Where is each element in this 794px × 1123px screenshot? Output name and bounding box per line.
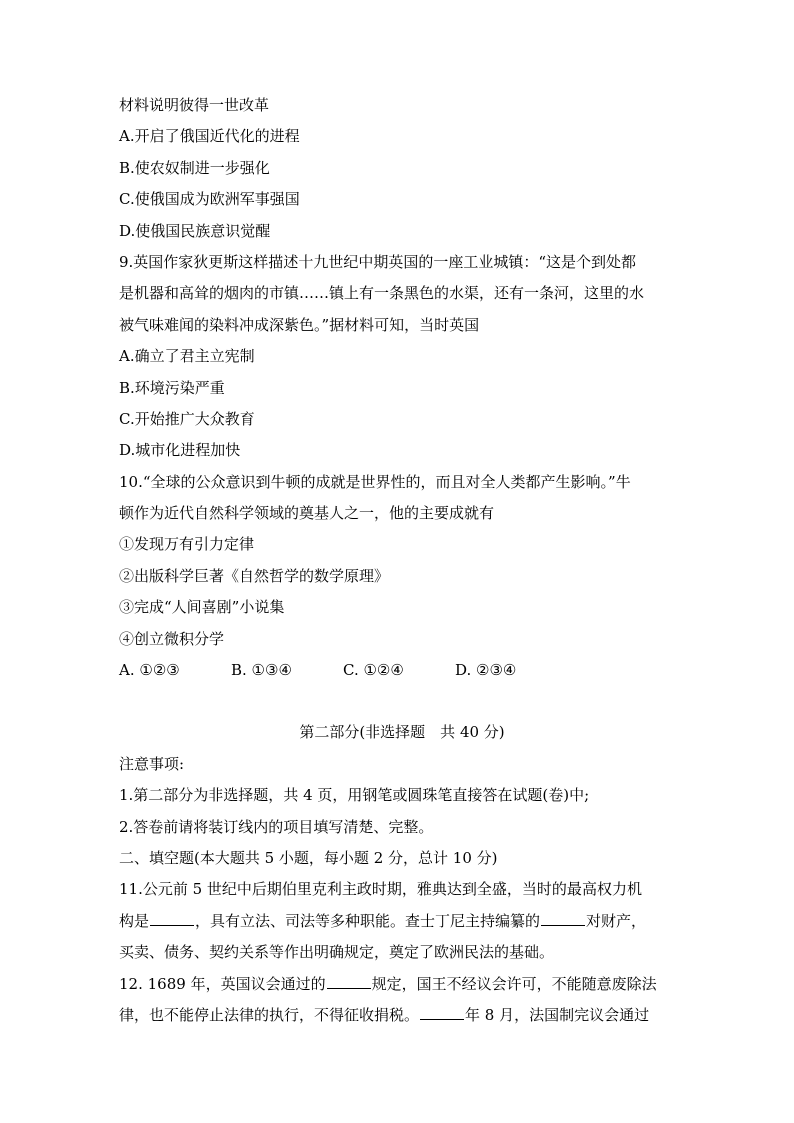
q11-blank-2[interactable] — [541, 911, 585, 926]
q9-line-3: 被气味难闻的染料冲成深紫色。”据材料可知，当时英国 — [119, 315, 480, 334]
q12-text-a: 12. 1689 年，英国议会通过的 — [119, 974, 326, 993]
q9-line-2: 是机器和高耸的烟肉的市镇……镇上有一条黑色的水渠，还有一条河，这里的水 — [119, 284, 645, 303]
q8-option-a: A.开启了俄国近代化的进程 — [119, 127, 300, 146]
q10-choice-a: A. ①②③ — [119, 661, 180, 680]
q12-text-c: 律，也不能停止法律的执行，不得征收捐税。 — [119, 1005, 420, 1024]
q10-line-1: 10.“全球的公众意识到牛顿的成就是世界性的，而且对全人类都产生影响。”牛 — [119, 472, 631, 491]
q10-choice-d: D. ②③④ — [455, 661, 517, 680]
q11-text-c: 对财产， — [586, 911, 647, 930]
q10-item-4: ④创立微积分学 — [119, 629, 225, 648]
q9-option-a: A.确立了君主立宪制 — [119, 347, 255, 366]
q8-option-c: C.使俄国成为欧洲军事强国 — [119, 190, 300, 209]
notice-title: 注意事项: — [119, 754, 185, 773]
q11-line-3: 买卖、债务、契约关系等作出明确规定，奠定了欧洲民法的基础。 — [119, 943, 555, 962]
q10-item-1: ①发现万有引力定律 — [119, 535, 255, 554]
notice-1: 1.第二部分为非选择题，共 4 页，用钢笔或圆珠笔直接答在试题(卷)中; — [119, 786, 590, 805]
q9-option-c: C.开始推广大众教育 — [119, 409, 255, 428]
q12-text-b: 规定，国王不经议会许可，不能随意废除法 — [371, 974, 657, 993]
q11-blank-1[interactable] — [150, 911, 194, 926]
q10-line-2: 顿作为近代自然科学领域的奠基人之一，他的主要成就有 — [119, 504, 495, 523]
q8-option-b: B.使农奴制进一步强化 — [119, 158, 270, 177]
q10-choice-c: C. ①②④ — [343, 661, 404, 680]
q12-blank-2[interactable] — [420, 1005, 464, 1020]
q9-option-d: D.城市化进程加快 — [119, 441, 241, 460]
q12-line-2 — [119, 1000, 685, 1031]
q11-text-a: 构是 — [119, 911, 150, 930]
fill-in-section-header: 二、填空题(本大题共 5 小题，每小题 2 分，总计 10 分) — [119, 848, 498, 867]
q10-item-3: ③完成“人间喜剧”小说集 — [119, 598, 285, 617]
q10-choices — [119, 655, 685, 686]
part2-title: 第二部分(非选择题 共 40 分) — [299, 723, 505, 742]
q12-line-1 — [119, 969, 685, 1000]
q8-stem-end: 材料说明彼得一世改革 — [119, 96, 270, 114]
q9-option-b: B.环境污染严重 — [119, 378, 225, 397]
q11-line-1: 11.公元前 5 世纪中后期伯里克利主政时期，雅典达到全盛，当时的最高权力机 — [119, 880, 642, 899]
q8-option-d: D.使俄国民族意识觉醒 — [119, 221, 271, 240]
q12-text-d: 年 8 月，法国制完议会通过 — [465, 1005, 650, 1024]
q11-text-b: ，具有立法、司法等多种职能。查士丁尼主持编纂的 — [195, 911, 541, 930]
section-gap — [119, 686, 685, 717]
q10-choice-b: B. ①③④ — [231, 661, 292, 680]
q9-line-1: 9.英国作家狄更斯这样描述十九世纪中期英国的一座工业城镇：“这是个到处都 — [119, 252, 636, 271]
notice-2: 2.答卷前请将装订线内的项目填写清楚、完整。 — [119, 817, 434, 836]
exam-page — [119, 90, 685, 1031]
q12-blank-1[interactable] — [327, 974, 371, 989]
q10-item-2: ②出版科学巨著《自然哲学的数学原理》 — [119, 566, 390, 585]
q11-line-2 — [119, 906, 685, 937]
